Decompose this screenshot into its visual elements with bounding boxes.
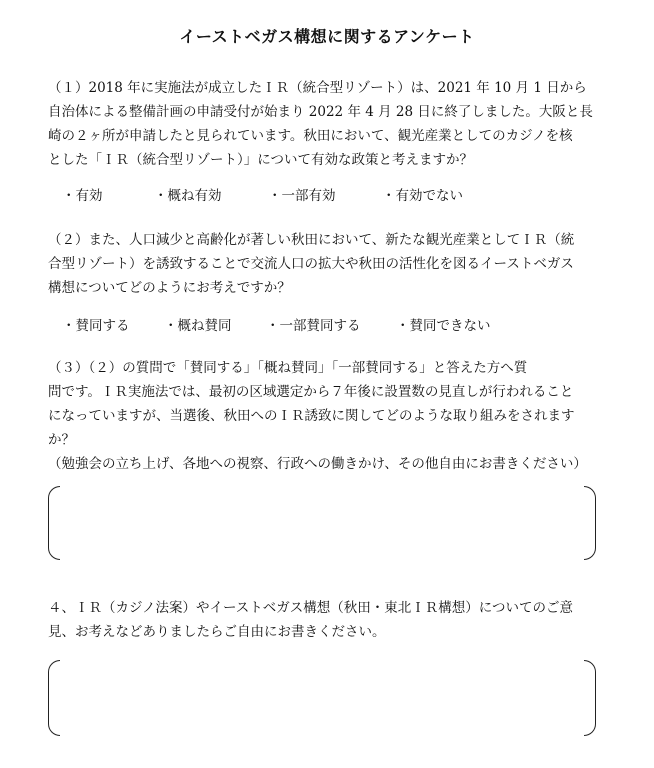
answer-box-q3[interactable] (48, 486, 596, 560)
option-mostly-effective[interactable]: ・概ね有効 (154, 188, 222, 204)
question-4-line: ４、ＩＲ（カジノ法案）やイーストベガス構想（秋田・東北ＩＲ構想）についてのご意 (48, 600, 574, 616)
question-1-line: （１）2018 年に実施法が成立したＩＲ（統合型リゾート）は、2021 年 10 月 1 日から (48, 80, 587, 96)
option-not-effective[interactable]: ・有効でない (382, 188, 463, 204)
bracket-left (48, 660, 60, 736)
question-1 (48, 76, 612, 172)
question-4-line: 見、お考えなどありましたらご自由にお書きください。 (48, 624, 386, 640)
question-3 (48, 356, 612, 476)
option-cannot-agree[interactable]: ・賛同できない (396, 318, 491, 334)
page-title: イーストベガス構想に関するアンケート (179, 27, 475, 46)
option-effective[interactable]: ・有効 (62, 188, 103, 204)
question-3-line: （勉強会の立ち上げ、各地への視察、行政への働きかけ、その他自由にお書きください） (48, 456, 587, 472)
question-3-line: 問です。ＩＲ実施法では、最初の区域選定から７年後に設置数の見直しが行われること (48, 384, 574, 400)
question-2 (48, 228, 612, 300)
question-3-line: になっていますが、当選後、秋田へのＩＲ誘致に関してどのような取り組みをされます (48, 408, 575, 424)
answer-box-q4[interactable] (48, 660, 596, 736)
option-agree[interactable]: ・賛同する (62, 318, 130, 334)
question-2-line: （２）また、人口減少と高齢化が著しい秋田において、新たな観光産業としてＩＲ（統 (48, 232, 575, 248)
question-3-line: （３）（２）の質問で「賛同する」「概ね賛同」「一部賛同する」と答えた方へ質 (48, 360, 528, 376)
question-2-line: 合型リゾート）を誘致することで交流人口の拡大や秋田の活性化を図るイーストベガス (48, 256, 574, 272)
bracket-right (584, 660, 596, 736)
option-partly-effective[interactable]: ・一部有効 (268, 188, 336, 204)
question-1-line: 自治体による整備計画の申請受付が始まり 2022 年 4 月 28 日に終了しました。大阪と長 (48, 104, 593, 120)
bracket-left (48, 486, 60, 560)
question-4 (48, 596, 612, 644)
question-3-line: か？ (48, 432, 75, 448)
question-2-line: 構想についてどのようにお考えですか？ (48, 280, 291, 296)
option-mostly-agree[interactable]: ・概ね賛同 (164, 318, 232, 334)
bracket-right (584, 486, 596, 560)
option-partly-agree[interactable]: ・一部賛同する (266, 318, 361, 334)
question-1-line: 崎の２ヶ所が申請したと見られています。秋田において、観光産業としてのカジノを核 (48, 128, 573, 144)
question-1-line: とした「ＩＲ（統合型リゾート）」について有効な政策と考えますか？ (48, 152, 473, 168)
